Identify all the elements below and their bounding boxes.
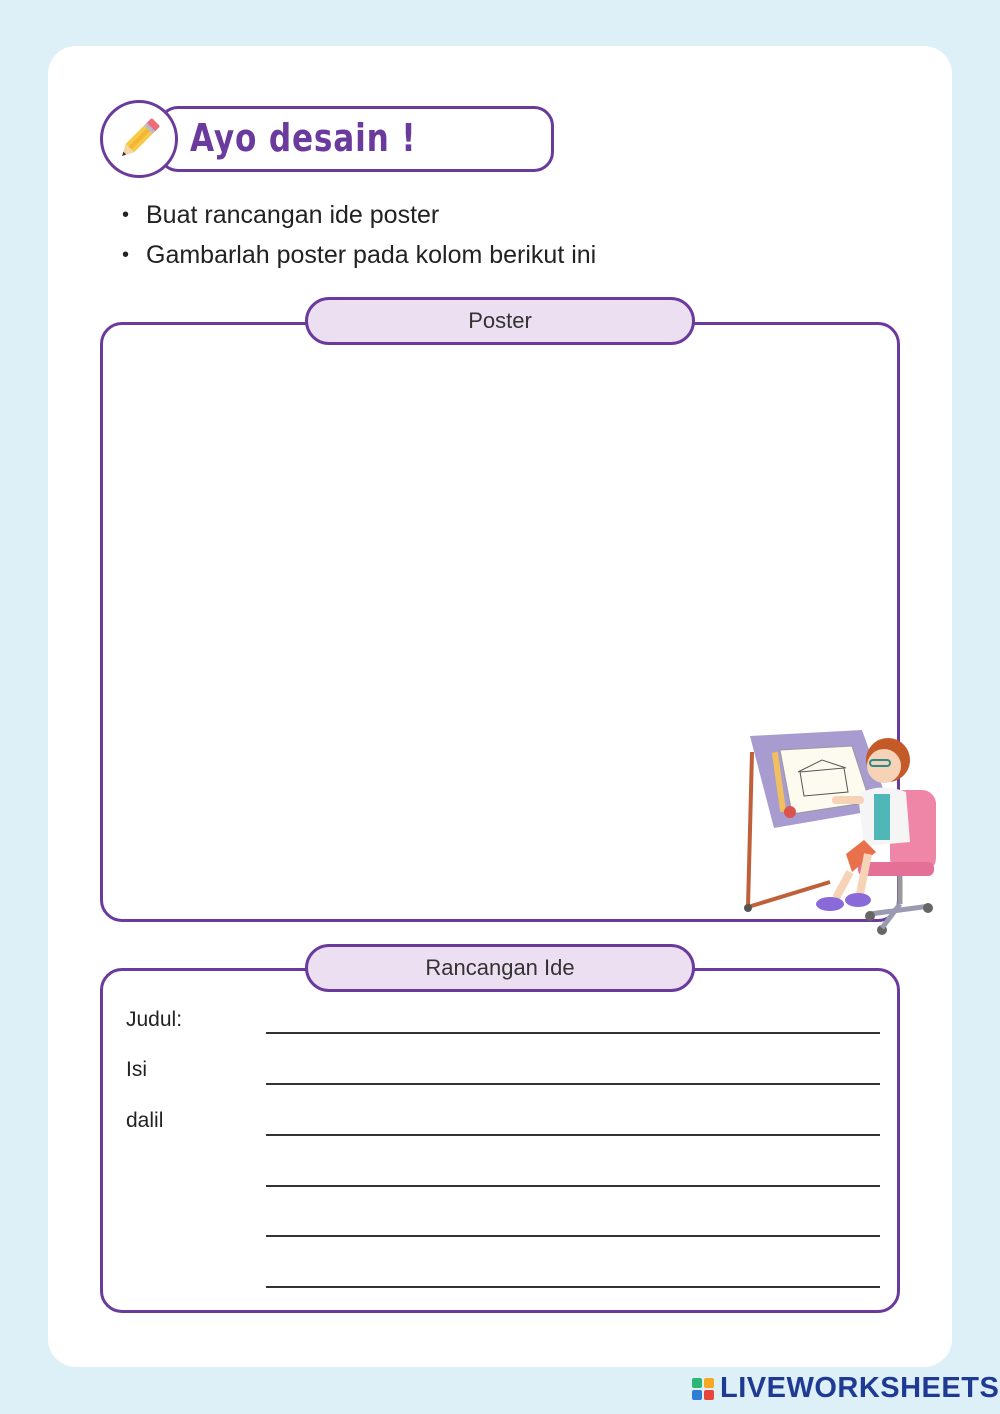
page-title: Ayo desain !: [190, 116, 417, 160]
poster-section-label: Poster: [305, 297, 695, 345]
instruction-item: • Buat rancangan ide poster: [120, 198, 596, 238]
answer-line[interactable]: [266, 1286, 880, 1288]
idea-section-label: Rancangan Ide: [305, 944, 695, 992]
answer-line-isi[interactable]: [266, 1083, 880, 1085]
field-label-judul: Judul:: [126, 1008, 183, 1031]
answer-line-dalil[interactable]: [266, 1134, 880, 1136]
field-label-dalil: dalil: [126, 1109, 164, 1132]
field-label-isi: Isi: [126, 1058, 147, 1081]
answer-line-judul[interactable]: [266, 1032, 880, 1034]
boy-drawing-illustration: [740, 722, 945, 937]
answer-line[interactable]: [266, 1185, 880, 1187]
answer-line[interactable]: [266, 1235, 880, 1237]
title-icon-badge: [100, 100, 178, 178]
idea-design-box: [100, 968, 900, 1313]
instruction-list: [120, 198, 596, 278]
liveworksheets-brand: [692, 1372, 999, 1405]
brand-name: LIVEWORKSHEETS: [720, 1372, 1000, 1404]
instruction-item: • Gambarlah poster pada kolom berikut ini: [120, 238, 596, 278]
liveworksheets-logo-icon: [692, 1378, 714, 1400]
pencil-icon: [111, 111, 167, 167]
